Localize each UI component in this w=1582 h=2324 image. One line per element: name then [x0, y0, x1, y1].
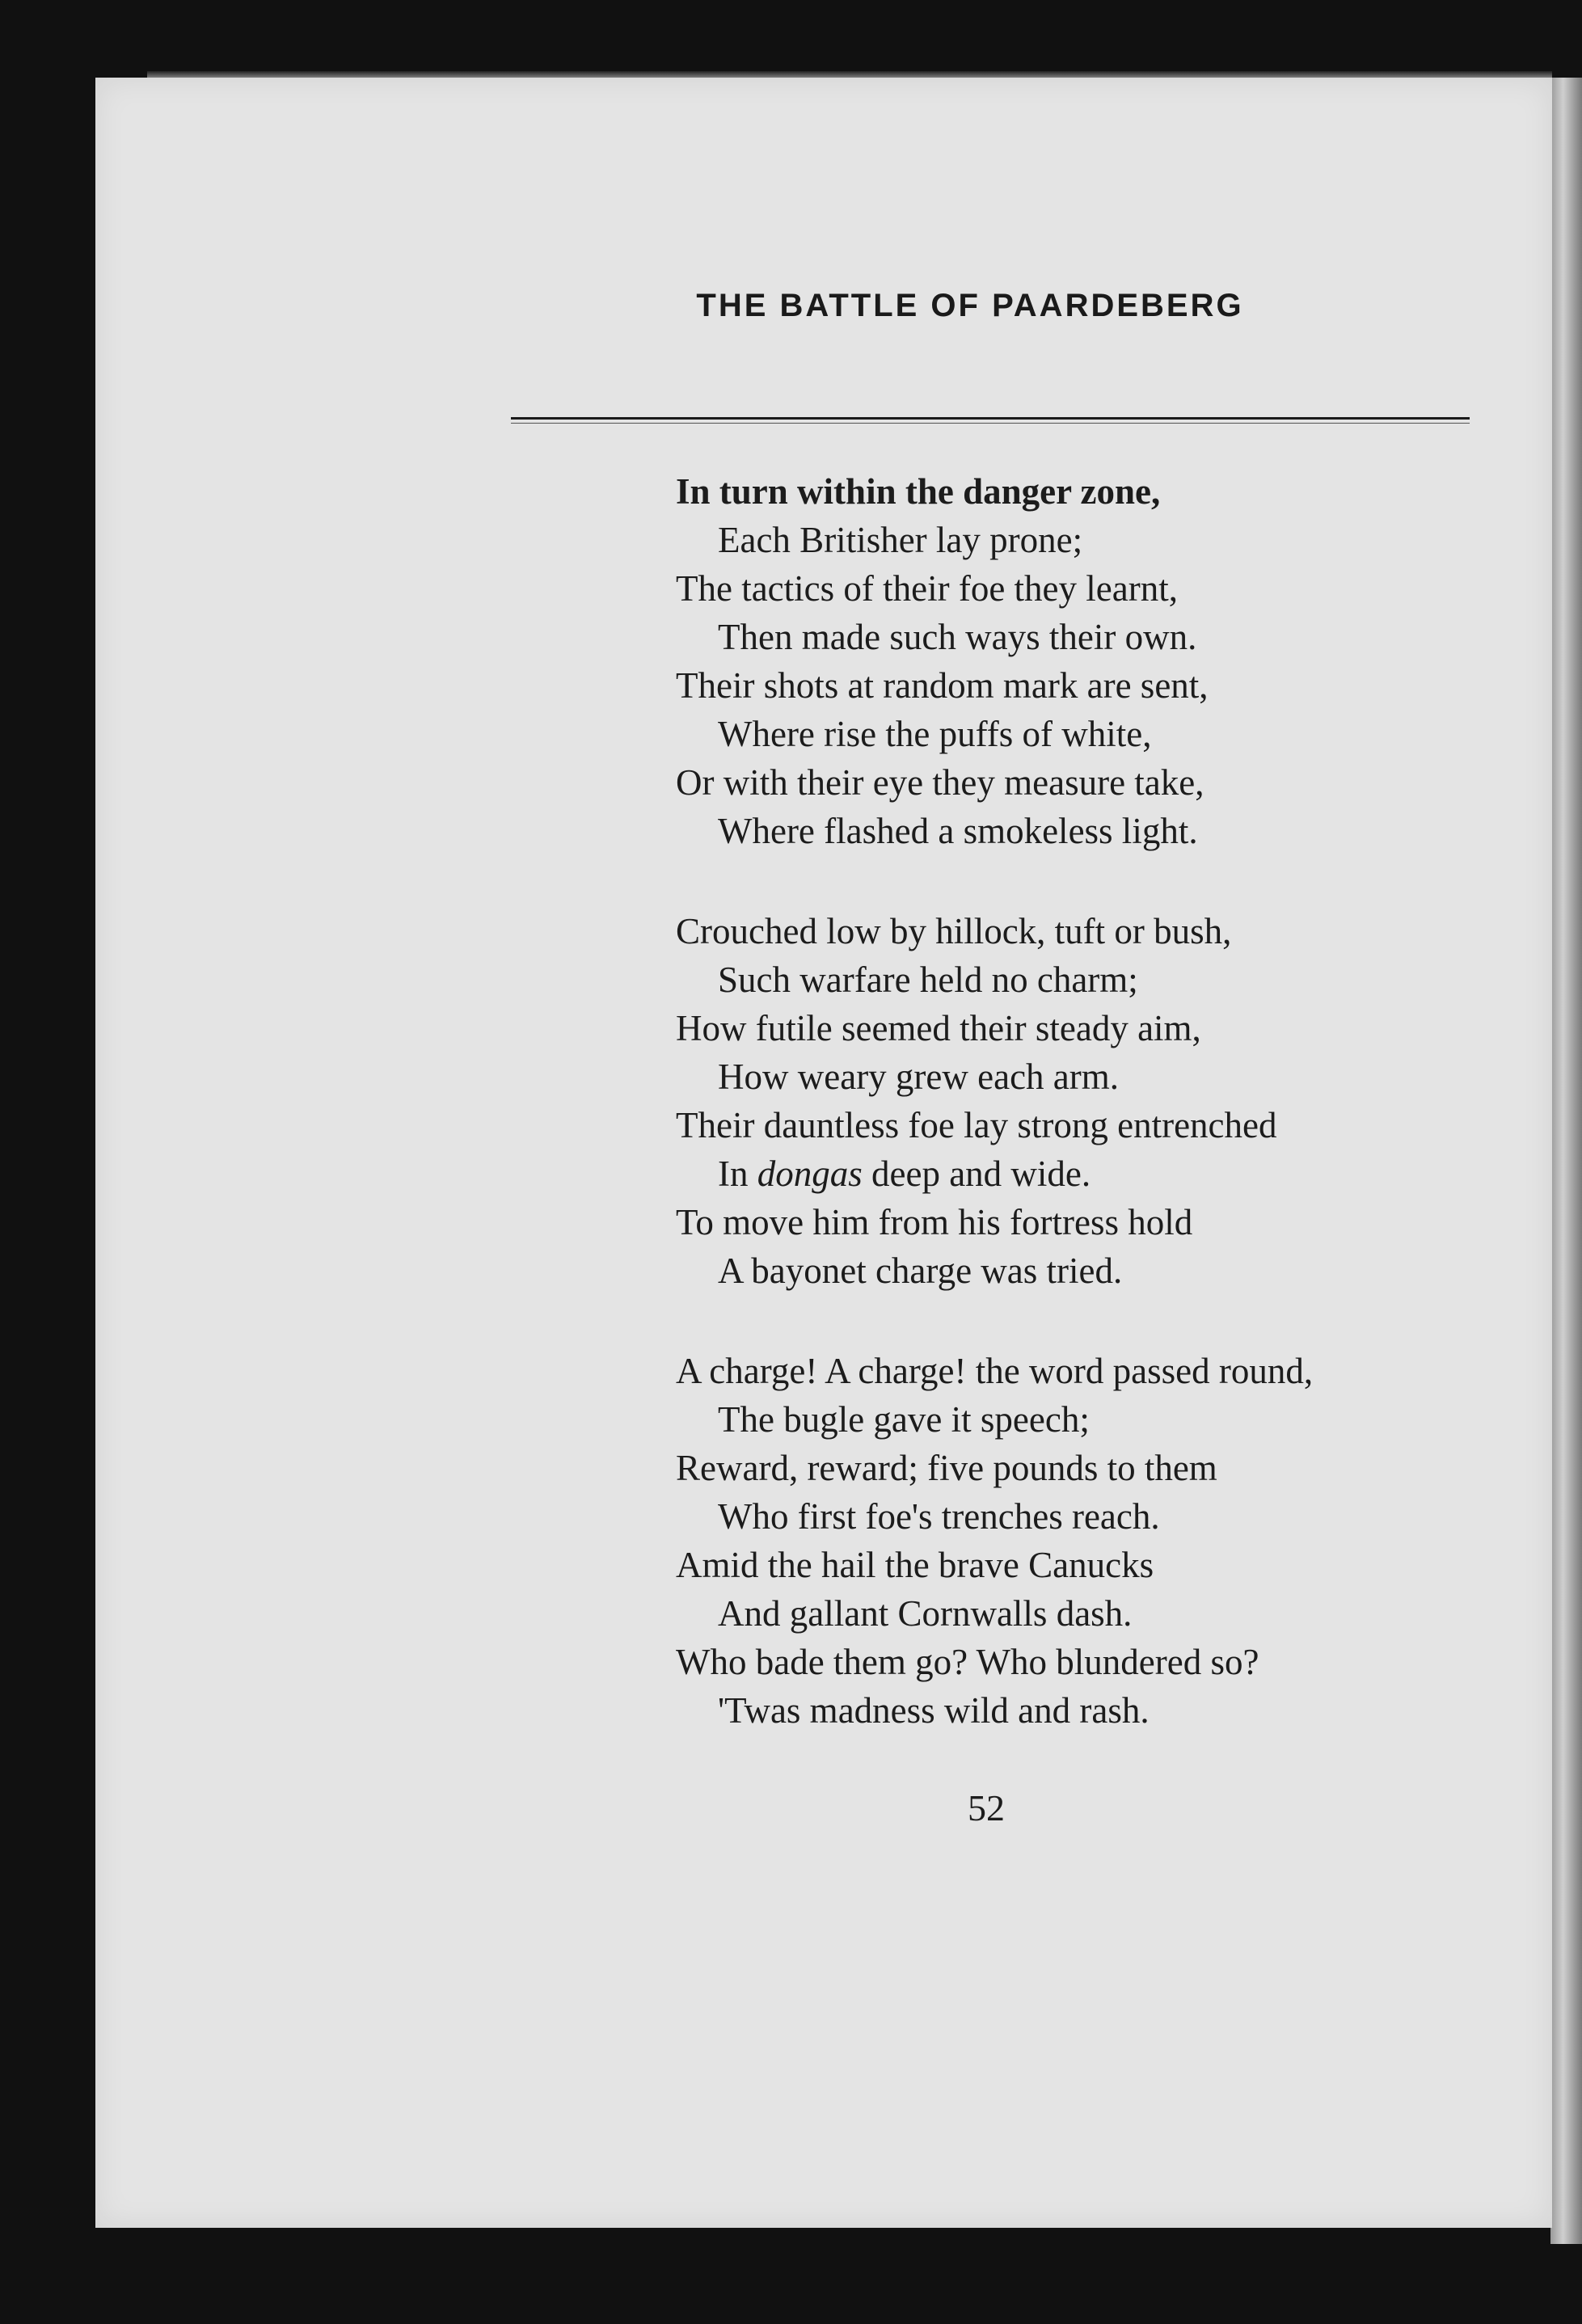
running-head: THE BATTLE OF PAARDEBERG [696, 288, 1244, 323]
poem-line: Who first foe's trenches reach. [718, 1496, 1160, 1537]
poem-body [676, 467, 1517, 1786]
poem-line-part: deep and wide. [862, 1154, 1091, 1194]
poem-line: Their shots at random mark are sent, [676, 665, 1209, 706]
poem-line: A bayonet charge was tried. [718, 1251, 1123, 1291]
stanza-2 [676, 907, 1517, 1295]
italic-word: dongas [757, 1154, 863, 1194]
head-rule-thin [511, 423, 1470, 424]
poem-line: Amid the hail the brave Canucks [676, 1545, 1154, 1585]
poem-line: And gallant Cornwalls dash. [718, 1593, 1133, 1634]
page-number: 52 [968, 1787, 1005, 1828]
poem-line [676, 1149, 1517, 1198]
poem-line: Where flashed a smokeless light. [718, 811, 1198, 851]
poem-line: The tactics of their foe they learnt, [676, 568, 1178, 609]
stanza-3 [676, 1347, 1517, 1735]
head-rule [511, 417, 1470, 420]
poem-line: Such warfare held no charm; [718, 960, 1138, 1000]
poem-line: Crouched low by hillock, tuft or bush, [676, 911, 1232, 951]
poem-line: 'Twas madness wild and rash. [718, 1690, 1150, 1731]
poem-line: Then made such ways their own. [718, 617, 1197, 657]
poem-line: How weary grew each arm. [718, 1057, 1120, 1097]
poem-line: How futile seemed their steady aim, [676, 1008, 1201, 1048]
poem-line: Reward, reward; five pounds to them [676, 1448, 1217, 1488]
poem-line: To move him from his fortress hold [676, 1202, 1193, 1242]
poem-line: Their dauntless foe lay strong entrenched [676, 1105, 1277, 1145]
stanza-1 [676, 467, 1517, 855]
poem-line: The bugle gave it speech; [718, 1399, 1090, 1440]
poem-line: In turn within the danger zone, [676, 471, 1161, 512]
poem-line: Or with their eye they measure take, [676, 762, 1204, 803]
poem-line: A charge! A charge! the word passed round, [676, 1351, 1314, 1391]
poem-line-part: In [718, 1154, 757, 1194]
page-right-edge [1550, 78, 1582, 2244]
poem-line: Who bade them go? Who blundered so? [676, 1642, 1259, 1682]
poem-line: Each Britisher lay prone; [718, 520, 1083, 560]
poem-line: Where rise the puffs of white, [718, 714, 1152, 754]
